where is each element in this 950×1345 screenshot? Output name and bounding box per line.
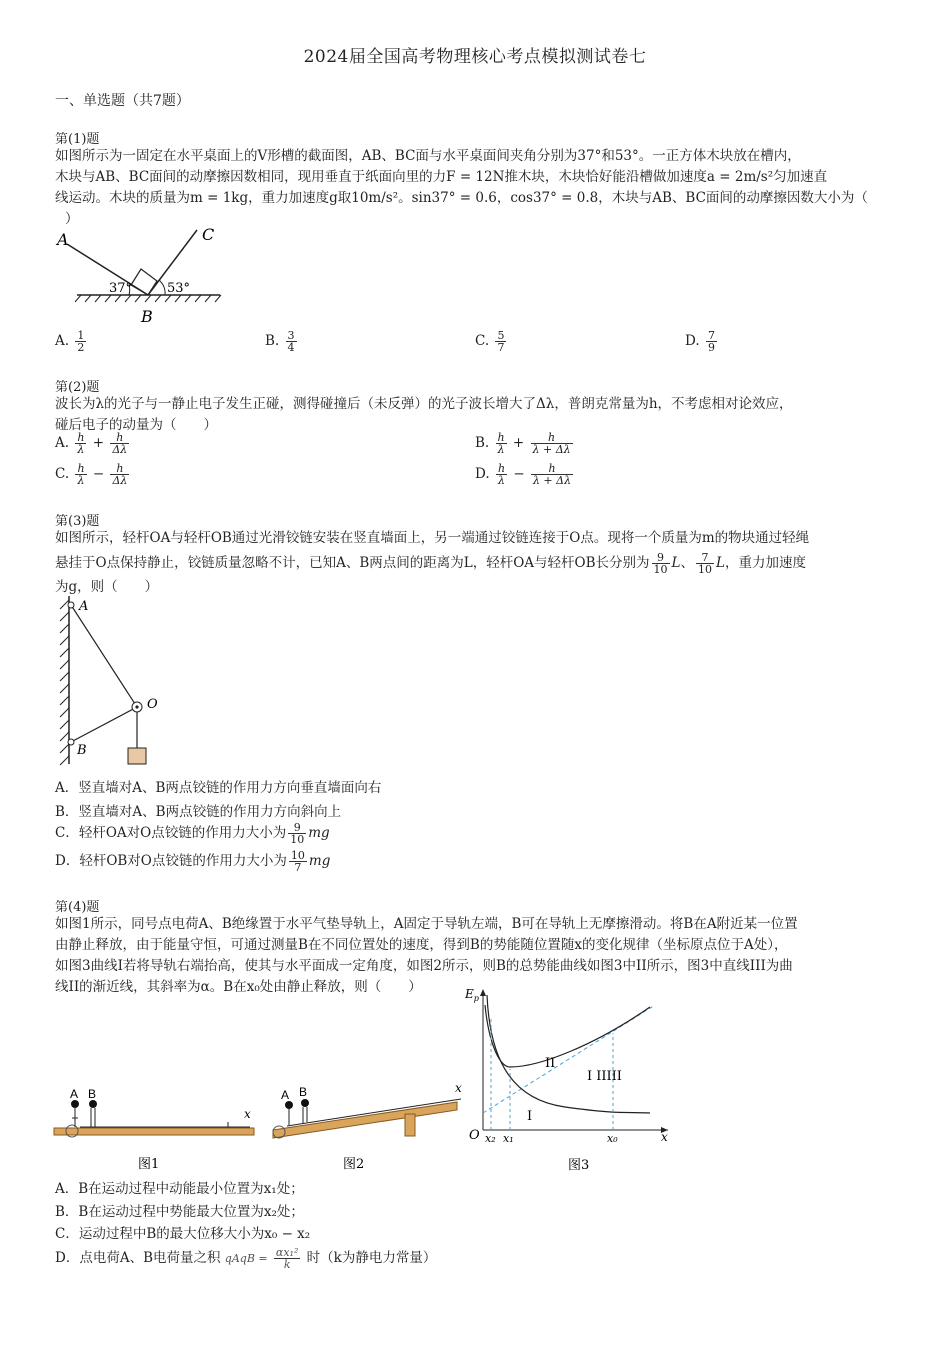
q3-line (55, 549, 900, 577)
axis-x: x (455, 1081, 462, 1095)
frac-num: h (110, 463, 129, 475)
frac-num: αx₁² (275, 1246, 299, 1259)
figure-1-horizontal-track (50, 1080, 260, 1175)
q3-option-a[interactable]: A．竖直墙对A、B两点铰链的作用力方向垂直墙面向右 (55, 780, 382, 796)
option-letter: D. (475, 466, 490, 482)
question-1-label: 第(1)题 (55, 132, 100, 147)
question-3-text (55, 528, 900, 598)
frac-num: 5 (497, 329, 505, 342)
figure-3-energy-graph (465, 985, 680, 1175)
q3-text: ，重力加速度 (724, 555, 806, 571)
frac-den: k (283, 1258, 291, 1271)
q1-line: 线运动。木块的质量为m = 1kg，重力加速度g取10m/s²。sin37° = 0.6，cos37° = 0.8，木块与AB、BC面间的动摩擦因数大小为（ (55, 190, 868, 206)
tick-x0: x₀ (607, 1132, 618, 1145)
frac-num: h (497, 462, 506, 475)
q1-option-a[interactable] (55, 330, 88, 353)
lines-label: I IIIII (587, 1069, 622, 1084)
hinged-rods-figure (55, 592, 165, 770)
label-c: C (202, 225, 215, 244)
q3-option-c[interactable] (55, 822, 330, 845)
axis-x: x (661, 1130, 668, 1144)
option-letter: A. (55, 435, 70, 451)
separator: 、 (680, 555, 694, 571)
option-letter: A. (55, 333, 70, 349)
option-text: D．轻杆OB对O点铰链的作用力大小为 (55, 853, 287, 869)
angle-53: 53° (167, 281, 191, 296)
q1-line: ） (65, 211, 79, 227)
q3-text: 悬挂于O点保持静止，铰链质量忽略不计，已知A、B两点间的距离为L，轻杆OA与轻杆OB长分别为 (55, 555, 650, 571)
frac-den: 10 (290, 833, 305, 846)
frac-num: h (77, 431, 85, 444)
q4-line: 如图1所示，同号点电荷A、B绝缘置于水平气垫导轨上，A固定于导轨左端，B可在导轨上无摩擦滑动。将B在A附近某一位置 (55, 916, 798, 932)
q2-line: 波长为λ的光子与一静止电子发生正碰，测得碰撞后（未反弹）的光子波长增大了Δλ，普朗克常量为h，不考虑相对论效应， (55, 396, 793, 412)
option-text: C．轻杆OA对O点铰链的作用力大小为 (55, 825, 287, 841)
figure-3-caption: 图3 (568, 1158, 590, 1173)
operator: − (92, 466, 105, 482)
q1-option-c[interactable] (475, 330, 508, 353)
charge-product: qAqB = (224, 1252, 268, 1265)
label-a: A (79, 599, 89, 614)
page-title: 2024届全国高考物理核心考点模拟测试卷七 (303, 47, 647, 67)
q2-option-b[interactable] (475, 432, 575, 455)
label-b: B (77, 743, 87, 758)
q3-line: 为g，则（ ） (55, 579, 159, 595)
frac-den: λ (77, 474, 85, 487)
origin-o: O (469, 1128, 480, 1143)
q3-option-d[interactable] (55, 850, 330, 873)
q4-option-c[interactable]: C．运动过程中B的最大位移大小为x₀ − x₂ (55, 1226, 311, 1242)
option-text: 时（k为静电力常量） (306, 1250, 437, 1266)
option-text: D．点电荷A、B电荷量之积 (55, 1250, 221, 1266)
frac-den: 4 (287, 341, 295, 354)
frac-num: h (531, 463, 573, 475)
frac-num: 9 (288, 822, 306, 834)
figure-2-inclined-track (265, 1072, 475, 1175)
q2-line: 碰后电子的动量为（ ） (55, 417, 217, 433)
q4-option-a[interactable]: A．B在运动过程中动能最小位置为x₁处； (55, 1181, 304, 1197)
label-a: A (281, 1088, 290, 1102)
q2-option-a[interactable] (55, 432, 131, 455)
q2-option-c[interactable] (55, 463, 131, 486)
frac-den: λ (77, 443, 85, 456)
frac-num: h (110, 432, 129, 444)
frac-num: h (531, 432, 573, 444)
frac-den: λ + Δλ (532, 443, 571, 456)
axis-x: x (244, 1107, 251, 1121)
var-mg: mg (308, 853, 331, 869)
option-letter: C. (55, 466, 70, 482)
frac-den: Δλ (112, 474, 128, 487)
operator: + (92, 435, 105, 451)
v-groove-figure (55, 222, 230, 330)
question-2-label: 第(2)题 (55, 380, 100, 395)
option-letter: D. (685, 333, 700, 349)
operator: − (513, 466, 525, 482)
var-l: L (671, 555, 681, 571)
var-mg: mg (308, 825, 330, 841)
frac-num: h (497, 431, 505, 444)
angle-37: 37° (109, 281, 133, 296)
curve-ii-label: II (545, 1056, 556, 1071)
frac-num: 3 (287, 329, 295, 342)
q2-option-d[interactable] (475, 463, 575, 486)
frac-num: 9 (652, 552, 670, 564)
q4-option-d[interactable] (55, 1246, 436, 1271)
option-letter: B. (265, 333, 280, 349)
q4-line: 如图3曲线Ⅰ若将导轨右端抬高，使其与水平面成一定角度，如图2所示，则B的总势能曲线如图3中II所示，图3中直线III为曲 (55, 958, 793, 974)
q1-line: 如图所示为一固定在水平桌面上的V形槽的截面图，AB、BC面与水平桌面间夹角分别为37°和53°。一正方体木块放在槽内， (55, 148, 801, 164)
label-a: A (57, 230, 69, 249)
option-letter: B. (475, 435, 490, 451)
q1-option-d[interactable] (685, 330, 719, 353)
q1-option-b[interactable] (265, 330, 299, 353)
tick-x1: x₁ (503, 1132, 514, 1145)
question-3-label: 第(3)题 (55, 514, 100, 529)
label-b: B (88, 1087, 97, 1101)
q3-option-b[interactable]: B．竖直墙对A、B两点铰链的作用力方向斜向上 (55, 804, 342, 820)
operator: + (512, 435, 525, 451)
frac-den: 10 (697, 563, 712, 576)
section-heading: 一、单选题（共7题） (55, 93, 190, 109)
label-b: B (299, 1085, 308, 1099)
question-2-text (55, 394, 900, 436)
frac-num: 1 (77, 329, 85, 342)
frac-den: λ (497, 443, 505, 456)
frac-den: λ + Δλ (532, 474, 572, 487)
q3-line: 如图所示，轻杆OA与轻杆OB通过光滑铰链安装在竖直墙面上，另一端通过铰链连接于O点。现将一个质量为m的物块通过轻绳 (55, 530, 810, 546)
label-a: A (70, 1087, 79, 1101)
q1-line: 木块与AB、BC面间的动摩擦因数相同，现用垂直于纸面向里的力F = 12N推木块，木块恰好能沿槽做加速度a = 2m/s²匀加速直 (55, 169, 828, 185)
tick-x2: x₂ (485, 1132, 496, 1145)
label-o: O (147, 697, 158, 712)
q4-option-b[interactable]: B．B在运动过程中势能最大位置为x₂处； (55, 1204, 304, 1220)
frac-den: 10 (653, 563, 668, 576)
curve-i-label: I (527, 1109, 533, 1124)
frac-den: 2 (77, 341, 85, 354)
var-l: L (715, 555, 725, 571)
frac-den: 7 (497, 341, 505, 354)
figure-2-caption: 图2 (343, 1157, 365, 1172)
frac-den: 7 (294, 861, 302, 874)
frac-num: 10 (290, 849, 305, 862)
axis-ep: $E_p$ (465, 987, 479, 1003)
q4-line: 线II的渐近线，其斜率为α。B在x₀处由静止释放，则（ ） (55, 979, 422, 995)
option-letter: C. (475, 333, 490, 349)
figure-1-caption: 图1 (138, 1157, 160, 1172)
frac-num: h (77, 462, 85, 475)
frac-num: 7 (696, 552, 714, 564)
frac-den: 9 (707, 341, 715, 354)
question-1-text (55, 146, 900, 230)
frac-den: λ (497, 474, 505, 487)
label-b: B (141, 307, 153, 326)
frac-den: Δλ (112, 443, 128, 456)
question-4-label: 第(4)题 (55, 900, 100, 915)
q4-line: 由静止释放，由于能量守恒，可通过测量B在不同位置处的速度，得到B的势能随位置随x的变化规律（坐标原点位于A处）， (55, 937, 788, 953)
frac-num: 7 (707, 329, 715, 342)
